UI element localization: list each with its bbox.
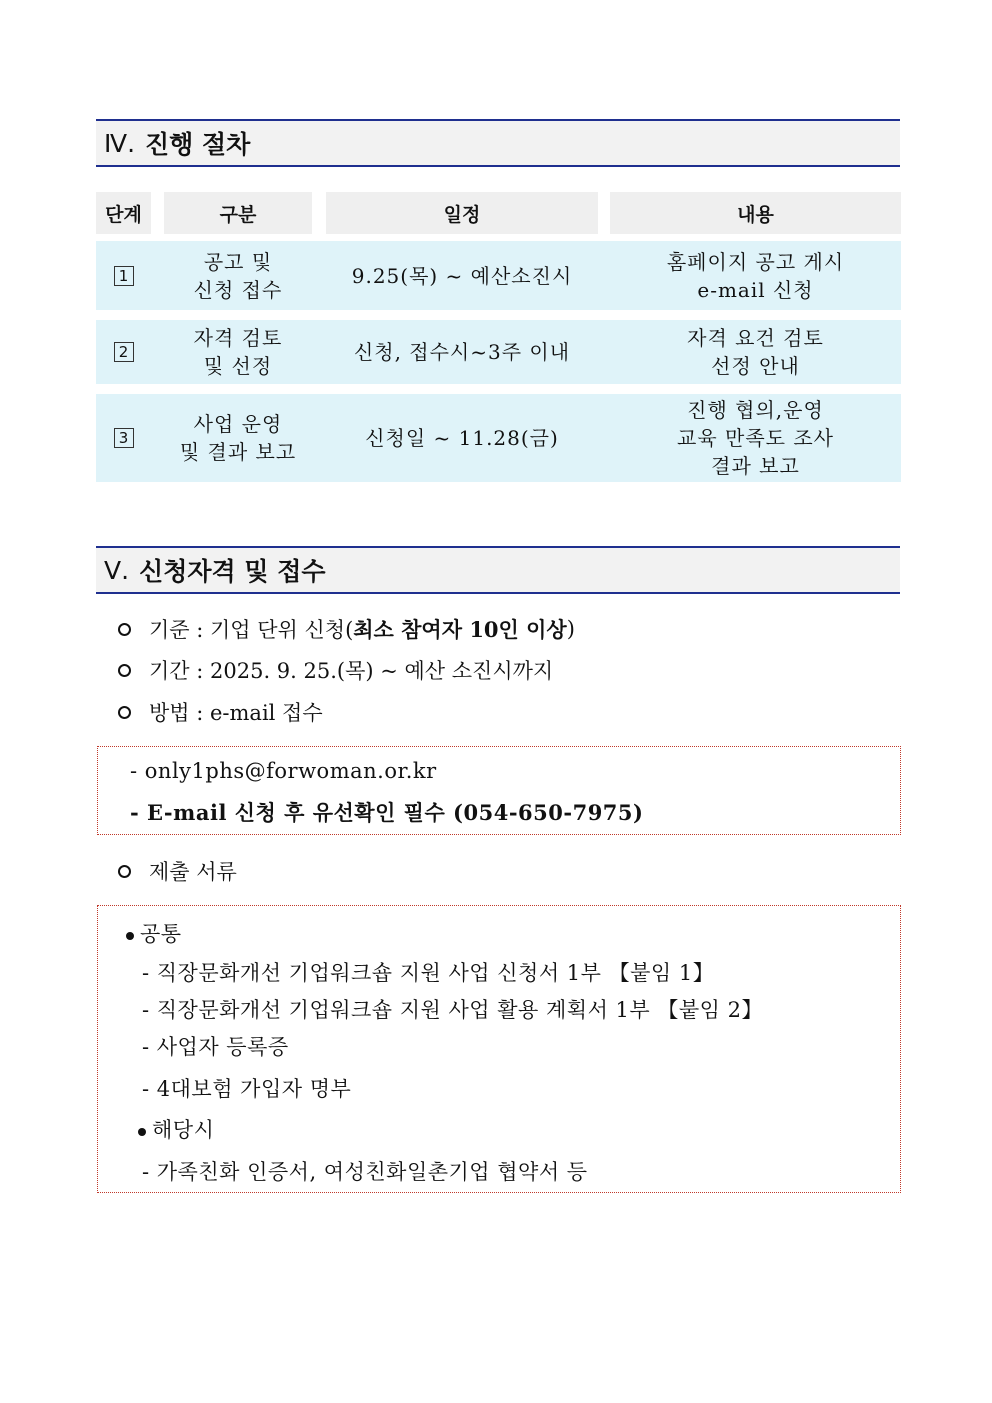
content-line: 결과 보고 [711, 454, 800, 478]
step-number: 3 [114, 428, 134, 448]
category-cell [164, 241, 312, 310]
circle-bullet-icon [118, 706, 131, 719]
common-label: 공통 [140, 922, 182, 946]
email-address: - only1phs@forwoman.or.kr [130, 759, 437, 783]
table-row [96, 394, 901, 482]
category-line: 및 선정 [203, 354, 273, 378]
schedule-text: 9.25(목) ~ 예산소진시 [351, 263, 573, 288]
section-4-header [96, 119, 900, 167]
step-cell [96, 394, 151, 482]
table-row [96, 241, 901, 310]
content-cell [610, 394, 901, 482]
document-item: - 직장문화개선 기업워크숍 지원 사업 신청서 1부 【붙임 1】 [142, 961, 715, 985]
content-line: 홈페이지 공고 게시 [666, 249, 845, 274]
section-title: 진행 절차 [145, 130, 251, 159]
category-cell [164, 320, 312, 384]
section-title: 신청자격 및 접수 [139, 557, 326, 586]
documents-box [97, 905, 901, 1193]
email-box [97, 746, 901, 835]
category-cell [164, 394, 312, 482]
category-line: 자격 검토 [193, 326, 283, 350]
content-line: 교육 만족도 조사 [677, 426, 834, 450]
content-line: 진행 협의,운영 [687, 398, 824, 422]
criteria-item [118, 614, 575, 644]
table-header-step: 단계 [96, 192, 151, 234]
step-number: 1 [114, 266, 134, 286]
table-header-content: 내용 [610, 192, 901, 234]
schedule-text: 신청, 접수시~3주 이내 [353, 340, 571, 364]
document-item: - 4대보험 가입자 명부 [142, 1077, 352, 1101]
section-5-header [96, 546, 900, 594]
circle-bullet-icon [118, 664, 131, 677]
documents-label: 제출 서류 [149, 860, 237, 884]
conditional-label: 해당시 [152, 1118, 215, 1142]
circle-bullet-icon [118, 623, 131, 636]
content-cell [610, 320, 901, 384]
category-line: 및 결과 보고 [179, 440, 297, 464]
step-number: 2 [114, 342, 134, 362]
step-cell [96, 241, 151, 310]
period-item [118, 655, 553, 685]
method-text: 방법 : e-mail 접수 [149, 701, 323, 725]
table-header-schedule: 일정 [326, 192, 598, 234]
section-number: Ⅳ. [104, 128, 136, 158]
schedule-cell [326, 394, 598, 482]
content-line: 선정 안내 [711, 354, 800, 378]
method-item [118, 697, 323, 727]
document-item: - 직장문화개선 기업워크숍 지원 사업 활용 계획서 1부 【붙임 2】 [142, 998, 763, 1022]
schedule-cell [326, 241, 598, 310]
content-line: 자격 요건 검토 [687, 326, 824, 350]
criteria-suffix: ) [566, 617, 575, 641]
section-number: Ⅴ. [104, 555, 130, 585]
circle-bullet-icon [118, 865, 131, 878]
document-item: - 사업자 등록증 [142, 1035, 289, 1059]
content-cell [610, 241, 901, 310]
document-item: - 가족친화 인증서, 여성친화일촌기업 협약서 등 [142, 1160, 588, 1184]
category-line: 공고 및 [203, 249, 273, 274]
schedule-text: 신청일 ~ 11.28(금) [365, 426, 559, 450]
criteria-emphasis: 최소 참여자 10인 이상 [353, 617, 567, 642]
common-heading [126, 918, 182, 948]
email-notice: - E-mail 신청 후 유선확인 필수 (054-650-7975) [130, 800, 644, 825]
step-cell [96, 320, 151, 384]
table-row [96, 320, 901, 384]
conditional-heading [138, 1114, 214, 1144]
bullet-dot-icon [126, 932, 134, 940]
content-line: e-mail 신청 [697, 277, 814, 302]
period-text: 기간 : 2025. 9. 25.(목) ~ 예산 소진시까지 [149, 659, 554, 683]
category-line: 신청 접수 [193, 277, 283, 302]
criteria-prefix: 기준 : 기업 단위 신청( [149, 618, 354, 642]
schedule-cell [326, 320, 598, 384]
category-line: 사업 운영 [193, 412, 283, 436]
table-header-category: 구분 [164, 192, 312, 234]
bullet-dot-icon [138, 1128, 146, 1136]
documents-item [118, 856, 237, 886]
